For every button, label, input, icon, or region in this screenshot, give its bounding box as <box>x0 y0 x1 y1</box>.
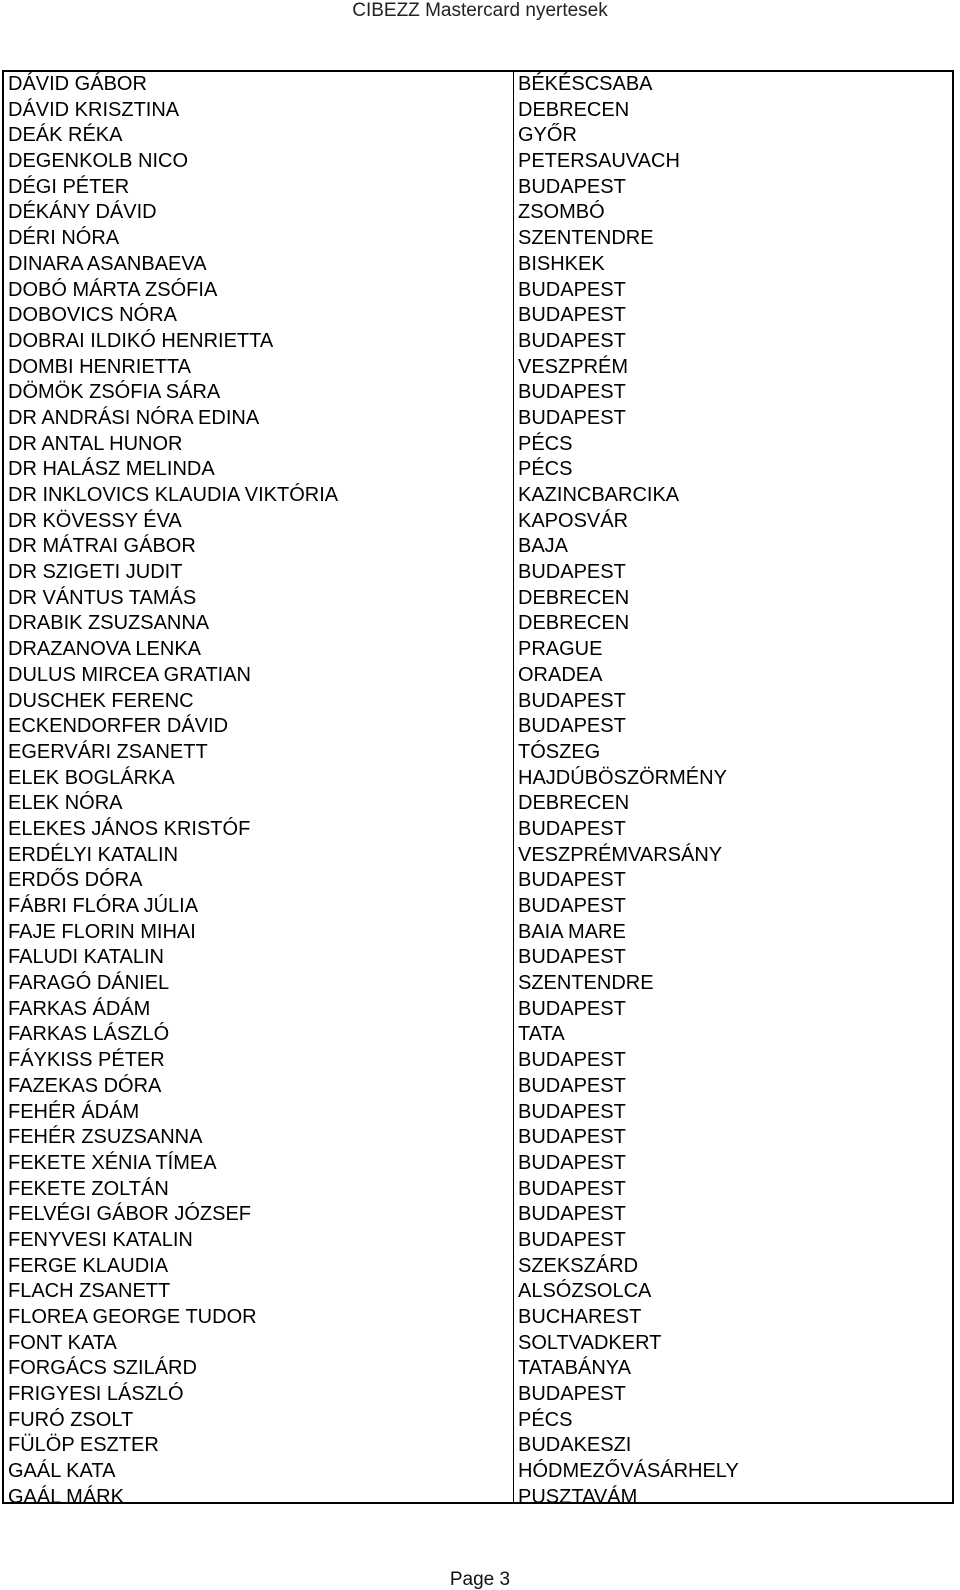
winner-city-cell: BUCHAREST <box>518 1306 642 1328</box>
winner-city-cell: BUDAPEST <box>518 895 626 917</box>
winner-name-cell: ECKENDORFER DÁVID <box>8 715 229 738</box>
winner-name-cell: GAÁL MÁRK <box>8 1485 124 1508</box>
winner-name-cell: FERGE KLAUDIA <box>8 1254 169 1277</box>
winner-city-cell: DEBRECEN <box>518 586 630 609</box>
winner-name-cell: FÁYKISS PÉTER <box>8 1049 165 1072</box>
winner-city-cell: BUDAPEST <box>518 715 626 738</box>
winner-name-cell: FONT KATA <box>8 1331 117 1354</box>
column-divider <box>513 72 514 1502</box>
winner-name-cell: FAJE FLORIN MIHAI <box>8 920 196 943</box>
winner-city-cell: TÓSZEG <box>518 740 601 763</box>
winner-city-cell: BUDAPEST <box>518 817 626 840</box>
winner-city-cell: ZSOMBÓ <box>518 201 605 224</box>
winner-city-cell: BÉKÉSCSABA <box>518 73 653 95</box>
winner-city-cell: PÉCS <box>518 1408 573 1431</box>
winner-name-cell: ELEK NÓRA <box>8 792 123 815</box>
winner-name-cell: FENYVESI KATALIN <box>8 1228 193 1251</box>
winner-name-cell: FRIGYESI LÁSZLÓ <box>8 1383 184 1406</box>
winner-city-cell: BUDAPEST <box>518 278 626 301</box>
winner-name-cell: FORGÁCS SZILÁRD <box>8 1357 197 1380</box>
winner-city-cell: KAZINCBARCIKA <box>518 484 680 506</box>
winner-city-cell: BUDAKESZI <box>518 1434 632 1457</box>
winner-name-cell: FEHÉR ZSUZSANNA <box>8 1126 203 1149</box>
winner-city-cell: DEBRECEN <box>518 98 630 121</box>
winner-city-cell: SZENTENDRE <box>518 972 654 995</box>
winner-name-cell: DOMBI HENRIETTA <box>8 355 191 378</box>
winner-name-cell: DR MÁTRAI GÁBOR <box>8 535 196 558</box>
winner-city-cell: PÉCS <box>518 432 573 455</box>
winner-name-cell: DR KÖVESSY ÉVA <box>8 509 182 532</box>
winner-name-cell: DOBOVICS NÓRA <box>8 304 177 327</box>
names-column <box>8 72 508 1511</box>
winner-city-cell: BUDAPEST <box>518 1049 626 1072</box>
winner-name-cell: ERDÉLYI KATALIN <box>8 843 179 866</box>
winner-name-cell: FEKETE ZOLTÁN <box>8 1177 169 1200</box>
winner-city-cell: BAIA MARE <box>518 920 626 943</box>
winner-city-cell: PUSZTAVÁM <box>518 1485 638 1508</box>
winner-city-cell: BUDAPEST <box>518 175 626 198</box>
winner-name-cell: DEÁK RÉKA <box>8 124 123 147</box>
winner-name-cell: FLACH ZSANETT <box>8 1280 171 1303</box>
winner-city-cell: BUDAPEST <box>518 1126 626 1149</box>
winner-city-cell: HAJDÚBÖSZÖRMÉNY <box>518 766 727 789</box>
winner-city-cell: DEBRECEN <box>518 792 630 815</box>
winner-name-cell: DRAZANOVA LENKA <box>8 638 202 661</box>
winner-city-cell: DEBRECEN <box>518 612 630 635</box>
winner-city-cell: BUDAPEST <box>518 997 626 1020</box>
winner-name-cell: FALUDI KATALIN <box>8 946 164 969</box>
winner-name-cell: FEKETE XÉNIA TÍMEA <box>8 1151 217 1174</box>
winner-city-cell: ALSÓZSOLCA <box>518 1280 652 1303</box>
winner-name-cell: DULUS MIRCEA GRATIAN <box>8 663 251 686</box>
winner-city-cell: BUDAPEST <box>518 304 626 327</box>
winner-city-cell: SZEKSZÁRD <box>518 1254 639 1277</box>
winner-city-cell: BUDAPEST <box>518 1100 626 1123</box>
winner-city-cell: BUDAPEST <box>518 381 626 404</box>
winner-name-cell: FARKAS ÁDÁM <box>8 997 151 1020</box>
winner-city-cell: PETERSAUVACH <box>518 150 680 173</box>
winner-name-cell: DEGENKOLB NICO <box>8 150 189 173</box>
winner-city-cell: BUDAPEST <box>518 561 626 584</box>
winner-city-cell: SOLTVADKERT <box>518 1331 662 1354</box>
winner-name-cell: DÁVID GÁBOR <box>8 73 147 95</box>
winner-city-cell: KAPOSVÁR <box>518 509 629 532</box>
winner-name-cell: DÉRI NÓRA <box>8 227 120 250</box>
winner-name-cell: DÁVID KRISZTINA <box>8 98 180 121</box>
winner-name-cell: ELEKES JÁNOS KRISTÓF <box>8 817 251 840</box>
winner-city-cell: BUDAPEST <box>518 946 626 969</box>
winner-name-cell: DUSCHEK FERENC <box>8 689 194 712</box>
cities-column <box>518 72 950 1511</box>
winner-name-cell: DOBÓ MÁRTA ZSÓFIA <box>8 278 218 301</box>
winner-city-cell: BISHKEK <box>518 252 605 275</box>
winner-city-cell: BUDAPEST <box>518 689 626 712</box>
winner-city-cell: GYŐR <box>518 124 577 147</box>
winner-name-cell: DR INKLOVICS KLAUDIA VIKTÓRIA <box>8 484 339 506</box>
winner-name-cell: ELEK BOGLÁRKA <box>8 766 175 789</box>
winner-name-cell: FAZEKAS DÓRA <box>8 1074 162 1097</box>
winner-city-cell: BAJA <box>518 535 569 558</box>
winner-name-cell: DRABIK ZSUZSANNA <box>8 612 210 635</box>
winner-city-cell: BUDAPEST <box>518 1228 626 1251</box>
winner-name-cell: DR ANDRÁSI NÓRA EDINA <box>8 406 260 429</box>
winner-city-cell: VESZPRÉMVARSÁNY <box>518 843 723 866</box>
winner-name-cell: ERDŐS DÓRA <box>8 869 143 892</box>
winner-name-cell: FELVÉGI GÁBOR JÓZSEF <box>8 1203 252 1226</box>
winner-name-cell: FARKAS LÁSZLÓ <box>8 1023 170 1046</box>
winner-city-cell: BUDAPEST <box>518 1203 626 1226</box>
winner-name-cell: FÁBRI FLÓRA JÚLIA <box>8 895 199 917</box>
winner-name-cell: EGERVÁRI ZSANETT <box>8 740 208 763</box>
winner-name-cell: DÉGI PÉTER <box>8 175 130 198</box>
winner-name-cell: FEHÉR ÁDÁM <box>8 1100 140 1123</box>
winner-name-cell: DR HALÁSZ MELINDA <box>8 458 215 481</box>
winner-city-cell: HÓDMEZŐVÁSÁRHELY <box>518 1460 739 1483</box>
page-title: CIBEZZ Mastercard nyertesek <box>352 0 608 21</box>
winner-city-cell: VESZPRÉM <box>518 355 629 378</box>
winner-city-cell: BUDAPEST <box>518 1151 626 1174</box>
winners-table <box>2 70 954 1508</box>
winner-city-cell: BUDAPEST <box>518 406 626 429</box>
winner-city-cell: BUDAPEST <box>518 1383 626 1406</box>
page-number: Page 3 <box>449 1569 511 1590</box>
winner-city-cell: SZENTENDRE <box>518 227 654 250</box>
winner-name-cell: DÉKÁNY DÁVID <box>8 201 157 224</box>
winner-city-cell: BUDAPEST <box>518 1177 626 1200</box>
winner-name-cell: DINARA ASANBAEVA <box>8 252 207 275</box>
winner-city-cell: PRAGUE <box>518 638 603 661</box>
winner-city-cell: BUDAPEST <box>518 329 626 352</box>
winner-city-cell: TATA <box>518 1023 565 1046</box>
winner-name-cell: FURÓ ZSOLT <box>8 1408 134 1431</box>
winner-name-cell: FLOREA GEORGE TUDOR <box>8 1306 257 1328</box>
winner-city-cell: PÉCS <box>518 458 573 481</box>
winner-city-cell: TATABÁNYA <box>518 1357 631 1380</box>
winner-name-cell: DR ANTAL HUNOR <box>8 432 183 455</box>
winner-name-cell: DR VÁNTUS TAMÁS <box>8 586 197 609</box>
winner-city-cell: BUDAPEST <box>518 1074 626 1097</box>
winner-name-cell: GAÁL KATA <box>8 1460 116 1483</box>
winner-city-cell: BUDAPEST <box>518 869 626 892</box>
winner-name-cell: DOBRAI ILDIKÓ HENRIETTA <box>8 329 274 352</box>
winner-name-cell: FÜLÖP ESZTER <box>8 1434 159 1457</box>
winner-name-cell: FARAGÓ DÁNIEL <box>8 972 170 995</box>
winner-city-cell: ORADEA <box>518 663 603 686</box>
winner-name-cell: DR SZIGETI JUDIT <box>8 561 183 584</box>
winner-name-cell: DÖMÖK ZSÓFIA SÁRA <box>8 381 221 404</box>
